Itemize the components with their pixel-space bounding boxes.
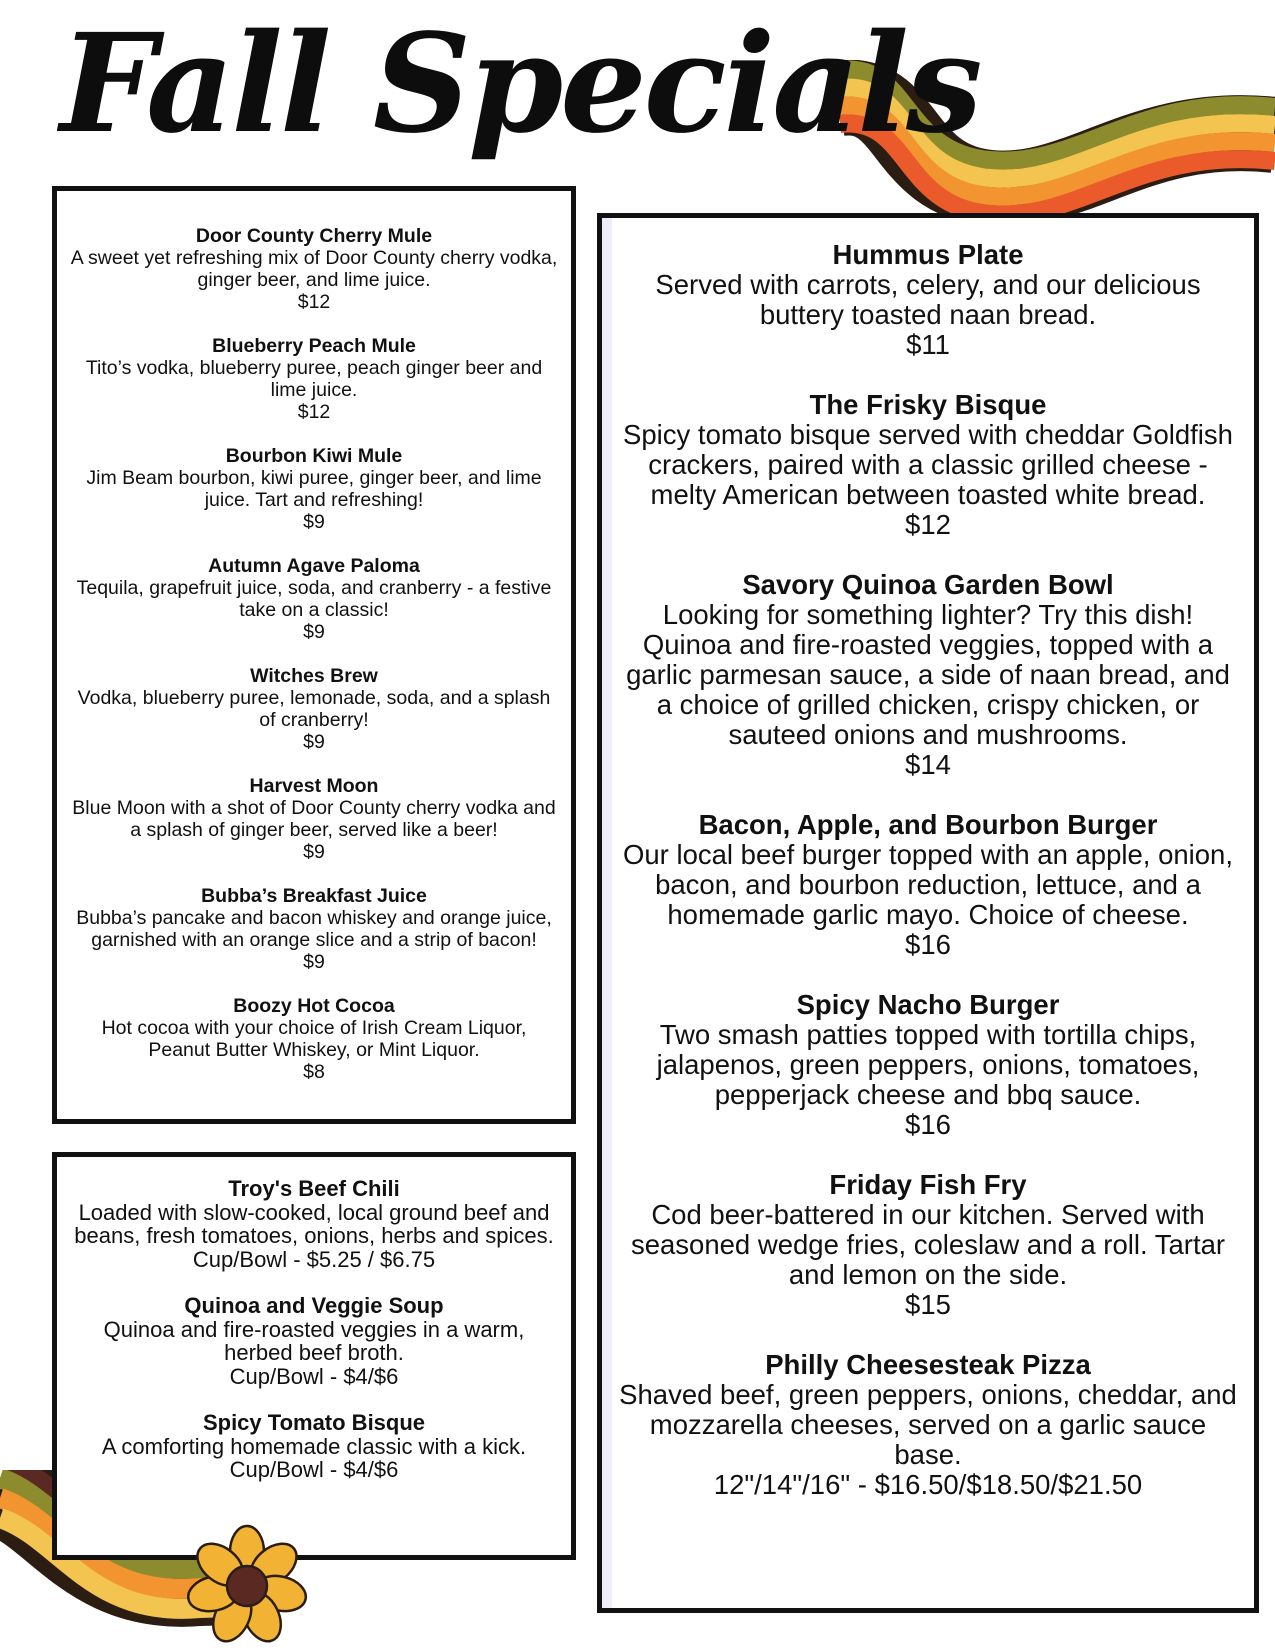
- menu-item: [69, 775, 559, 863]
- item-description: Quinoa and fire-roasted veggies in a warm, herbed beef broth.: [103, 1316, 525, 1365]
- item-name: Friday Fish Fry: [829, 1169, 1027, 1200]
- menu-item: [69, 995, 559, 1083]
- item-price: $16: [905, 1109, 951, 1140]
- sunflower-icon: [185, 1524, 309, 1648]
- item-description: Jim Beam bourbon, kiwi puree, ginger beer, and lime juice. Tart and refreshing!: [86, 467, 542, 511]
- item-description: A sweet yet refreshing mix of Door County cherry vodka, ginger beer, and lime juice.: [70, 247, 558, 291]
- menu-item: [69, 555, 559, 643]
- item-name: Bubba’s Breakfast Juice: [201, 885, 427, 907]
- item-description: Bubba’s pancake and bacon whiskey and orange juice, garnished with an orange slice and a strip of bacon!: [76, 907, 552, 951]
- menu-item: [69, 1294, 559, 1388]
- menu-item: [616, 240, 1241, 360]
- entrees-menu-box: [597, 213, 1259, 1613]
- menu-item: [69, 665, 559, 753]
- item-price: $12: [905, 509, 951, 540]
- menu-item: [69, 225, 559, 313]
- item-name: Bourbon Kiwi Mule: [225, 445, 403, 467]
- item-name: Witches Brew: [250, 665, 378, 687]
- soups-menu-box: [52, 1152, 576, 1560]
- item-description: Shaved beef, green peppers, onions, cheddar, and mozzarella cheeses, served on a garlic sauce base.: [619, 1379, 1237, 1470]
- item-description: Blue Moon with a shot of Door County cherry vodka and a splash of ginger beer, served like a beer!: [72, 797, 556, 841]
- item-description: Hot cocoa with your choice of Irish Cream Liquor, Peanut Butter Whiskey, or Mint Liquor.: [101, 1017, 527, 1061]
- item-name: Spicy Tomato Bisque: [202, 1410, 426, 1435]
- menu-item: [616, 1170, 1241, 1320]
- item-price: Cup/Bowl - $4/$6: [229, 1363, 399, 1389]
- menu-item: [69, 1177, 559, 1271]
- item-name: Savory Quinoa Garden Bowl: [742, 569, 1114, 600]
- item-description: Served with carrots, celery, and our delicious buttery toasted naan bread.: [655, 269, 1201, 330]
- item-price: 12"/14"/16" - $16.50/$18.50/$21.50: [713, 1469, 1143, 1500]
- menu-item: [69, 445, 559, 533]
- item-description: Loaded with slow-cooked, local ground beef and beans, fresh tomatoes, onions, herbs and spices.: [74, 1199, 554, 1248]
- item-description: Two smash patties topped with tortilla chips, jalapenos, green peppers, onions, tomatoes, pepperjack cheese and bbq sauce.: [656, 1019, 1200, 1110]
- item-price: $15: [905, 1289, 951, 1320]
- item-price: $9: [303, 621, 325, 643]
- item-price: $9: [303, 511, 325, 533]
- page-title: Fall Specials: [60, 4, 980, 164]
- item-name: Door County Cherry Mule: [195, 225, 433, 247]
- menu-item: [616, 1350, 1241, 1500]
- item-price: $12: [297, 401, 331, 423]
- item-price: $9: [303, 951, 325, 973]
- item-price: $14: [905, 749, 951, 780]
- item-name: Autumn Agave Paloma: [208, 555, 420, 577]
- item-description: Tito’s vodka, blueberry puree, peach ginger beer and lime juice.: [85, 357, 543, 401]
- item-name: Bacon, Apple, and Bourbon Burger: [698, 809, 1158, 840]
- item-price: $8: [303, 1061, 325, 1083]
- item-name: The Frisky Bisque: [809, 389, 1047, 420]
- item-price: Cup/Bowl - $4/$6: [229, 1457, 399, 1482]
- item-name: Philly Cheesesteak Pizza: [765, 1349, 1091, 1380]
- item-name: Troy's Beef Chili: [228, 1176, 400, 1201]
- item-name: Spicy Nacho Burger: [796, 989, 1060, 1020]
- item-description: Vodka, blueberry puree, lemonade, soda, and a splash of cranberry!: [77, 687, 551, 731]
- item-description: Our local beef burger topped with an apple, onion, bacon, and bourbon reduction, lettuce, and a homemade garlic mayo. Choice of cheese.: [623, 839, 1233, 930]
- menu-item: [616, 990, 1241, 1140]
- menu-item: [616, 390, 1241, 540]
- item-price: $9: [303, 841, 325, 863]
- menu-item: [69, 1411, 559, 1482]
- item-description: Cod beer-battered in our kitchen. Served with seasoned wedge fries, coleslaw and a roll. Tartar and lemon on the side.: [630, 1199, 1226, 1290]
- cocktails-menu-box: [52, 186, 576, 1124]
- item-price: $16: [905, 929, 951, 960]
- item-price: $11: [906, 329, 950, 360]
- item-description: Spicy tomato bisque served with cheddar Goldfish crackers, paired with a classic grilled cheese - melty American between toasted white bread.: [623, 419, 1233, 510]
- item-price: $12: [297, 291, 331, 313]
- item-name: Blueberry Peach Mule: [212, 335, 416, 357]
- menu-item: [616, 570, 1241, 780]
- item-description: A comforting homemade classic with a kick.: [101, 1433, 527, 1459]
- menu-item: [69, 335, 559, 423]
- item-price: Cup/Bowl - $5.25 / $6.75: [192, 1246, 436, 1272]
- item-description: Tequila, grapefruit juice, soda, and cranberry - a festive take on a classic!: [76, 577, 552, 621]
- item-name: Quinoa and Veggie Soup: [184, 1293, 444, 1318]
- item-description: Looking for something lighter? Try this dish! Quinoa and fire-roasted veggies, topped with a garlic parmesan sauce, a side of naan bread, and a choice of grilled chicken, crispy chicken, or sauteed onions and mushrooms.: [626, 599, 1230, 750]
- menu-item: [69, 885, 559, 973]
- item-name: Harvest Moon: [249, 775, 379, 797]
- menu-item: [616, 810, 1241, 960]
- item-name: Hummus Plate: [832, 239, 1024, 270]
- item-price: $9: [303, 731, 325, 753]
- item-name: Boozy Hot Cocoa: [233, 995, 395, 1017]
